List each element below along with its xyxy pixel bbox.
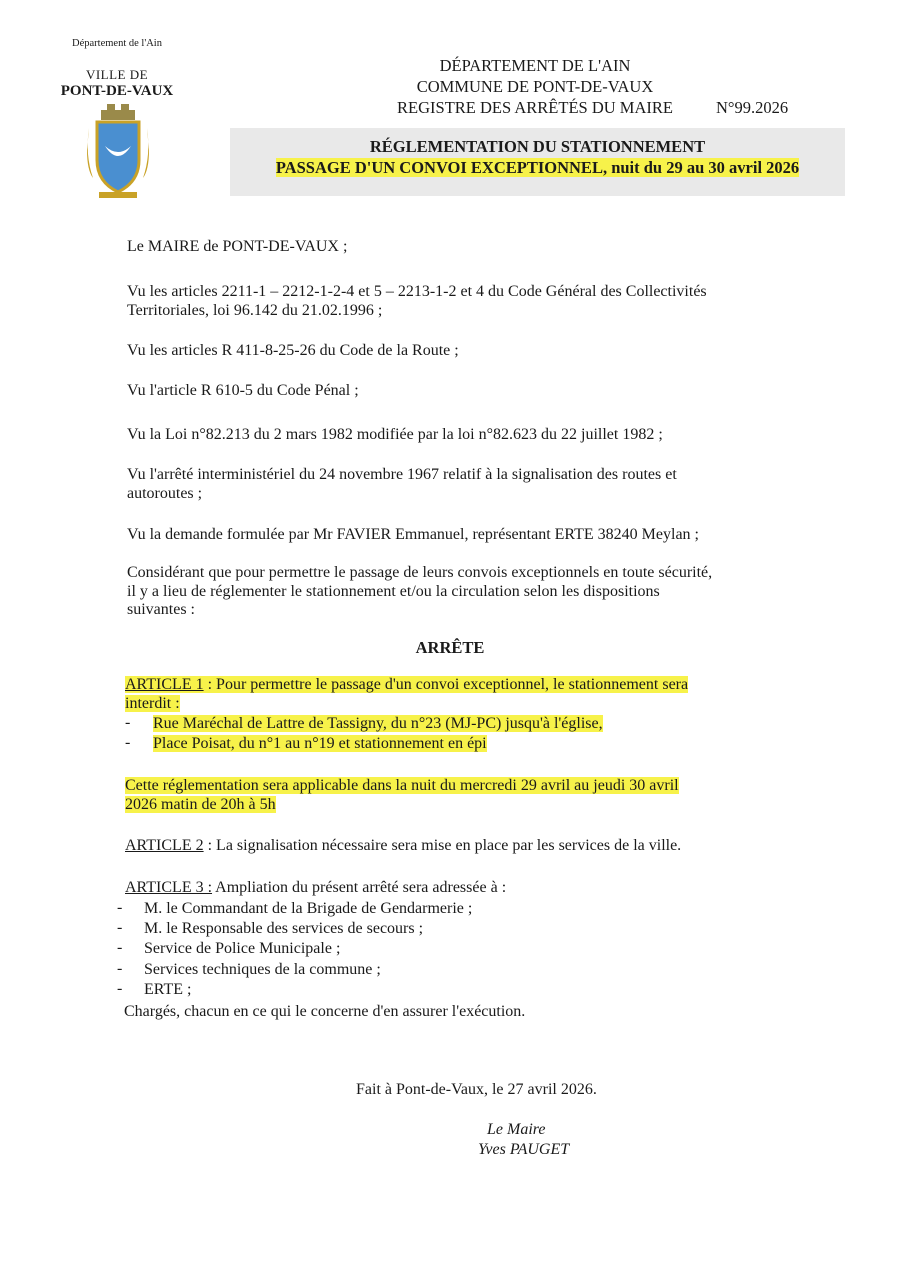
- paragraph-code-route: Vu les articles R 411-8-25-26 du Code de la Route ;: [127, 342, 459, 359]
- paragraph-arrete-line-1: Vu l'arrêté interministériel du 24 novembre 1967 relatif à la signalisation des routes et: [127, 466, 677, 483]
- article-3-item-2: M. le Responsable des services de secours ;: [144, 920, 424, 937]
- title-line-1: RÉGLEMENTATION DU STATIONNEMENT: [369, 137, 706, 156]
- signatory-role: Le Maire: [487, 1121, 546, 1138]
- article-2-text: : La signalisation nécessaire sera mise en place par les services de la ville.: [203, 837, 682, 854]
- article-3: [125, 878, 506, 897]
- article-3-item-4: Services techniques de la commune ;: [144, 961, 381, 978]
- article-3-closing: Chargés, chacun en ce qui le concerne d'en assurer l'exécution.: [124, 1003, 526, 1020]
- decree-number: N°99.2026: [716, 98, 789, 117]
- article-1-note-line-1: Cette réglementation sera applicable dans la nuit du mercredi 29 avril au jeudi 30 avril: [125, 777, 679, 794]
- list-dash: -: [125, 714, 131, 731]
- article-3-label: ARTICLE 3 :: [125, 879, 213, 896]
- town-name: PONT-DE-VAUX: [60, 83, 174, 99]
- coat-of-arms-icon: [83, 100, 153, 200]
- list-dash: -: [117, 939, 123, 956]
- header-registry: REGISTRE DES ARRÊTÉS DU MAIRE: [397, 98, 673, 117]
- signed-place-date: Fait à Pont-de-Vaux, le 27 avril 2026.: [356, 1081, 597, 1098]
- paragraph-mayor: Le MAIRE de PONT-DE-VAUX ;: [127, 238, 348, 255]
- paragraph-considerant-line-3: suivantes :: [127, 601, 195, 618]
- header-department: DÉPARTEMENT DE L'AIN: [439, 56, 631, 75]
- ville-label: VILLE DE: [85, 67, 149, 82]
- paragraph-articles-line-1: Vu les articles 2211-1 – 2212-1-2-4 et 5 – 2213-1-2 et 4 du Code Général des Collectivités: [127, 283, 707, 300]
- article-1-label: ARTICLE 1: [125, 676, 204, 693]
- signatory-name: Yves PAUGET: [478, 1141, 570, 1158]
- article-3-item-1: M. le Commandant de la Brigade de Gendarmerie ;: [144, 900, 473, 917]
- article-3-text: Ampliation du présent arrêté sera adressée à :: [212, 879, 507, 896]
- paragraph-loi: Vu la Loi n°82.213 du 2 mars 1982 modifiée par la loi n°82.623 du 22 juillet 1982 ;: [127, 426, 663, 443]
- article-2-label: ARTICLE 2: [125, 837, 204, 854]
- article-3-item-5: ERTE ;: [144, 981, 192, 998]
- paragraph-considerant-line-2: il y a lieu de réglementer le stationnement et/ou la circulation selon les dispositions: [127, 583, 660, 600]
- article-1-line-2: interdit :: [125, 695, 180, 712]
- article-1-text: : Pour permettre le passage d'un convoi exceptionnel, le stationnement sera: [203, 676, 689, 693]
- list-dash: -: [117, 919, 123, 936]
- arrete-heading: ARRÊTE: [415, 638, 485, 657]
- list-dash: -: [117, 980, 123, 997]
- article-1-item-2: Place Poisat, du n°1 au n°19 et stationnement en épi: [153, 735, 487, 752]
- paragraph-considerant-line-1: Considérant que pour permettre le passage de leurs convois exceptionnels en toute sécurité,: [127, 564, 713, 581]
- paragraph-articles-line-2: Territoriales, loi 96.142 du 21.02.1996 ;: [127, 302, 383, 319]
- department-small-label: Département de l'Ain: [72, 38, 162, 49]
- article-1-line-1: [125, 675, 688, 694]
- article-1-note-line-2: 2026 matin de 20h à 5h: [125, 796, 276, 813]
- title-line-2: PASSAGE D'UN CONVOI EXCEPTIONNEL, nuit du 29 au 30 avril 2026: [275, 158, 800, 177]
- list-dash: -: [117, 960, 123, 977]
- header-commune: COMMUNE DE PONT-DE-VAUX: [416, 77, 654, 96]
- article-2: [125, 836, 681, 855]
- paragraph-arrete-line-2: autoroutes ;: [127, 485, 203, 502]
- article-1-item-1: Rue Maréchal de Lattre de Tassigny, du n°23 (MJ-PC) jusqu'à l'église,: [153, 715, 603, 732]
- list-dash: -: [117, 899, 123, 916]
- paragraph-code-penal: Vu l'article R 610-5 du Code Pénal ;: [127, 382, 359, 399]
- list-dash: -: [125, 734, 131, 751]
- article-3-item-3: Service de Police Municipale ;: [144, 940, 341, 957]
- paragraph-demande: Vu la demande formulée par Mr FAVIER Emmanuel, représentant ERTE 38240 Meylan ;: [127, 526, 699, 543]
